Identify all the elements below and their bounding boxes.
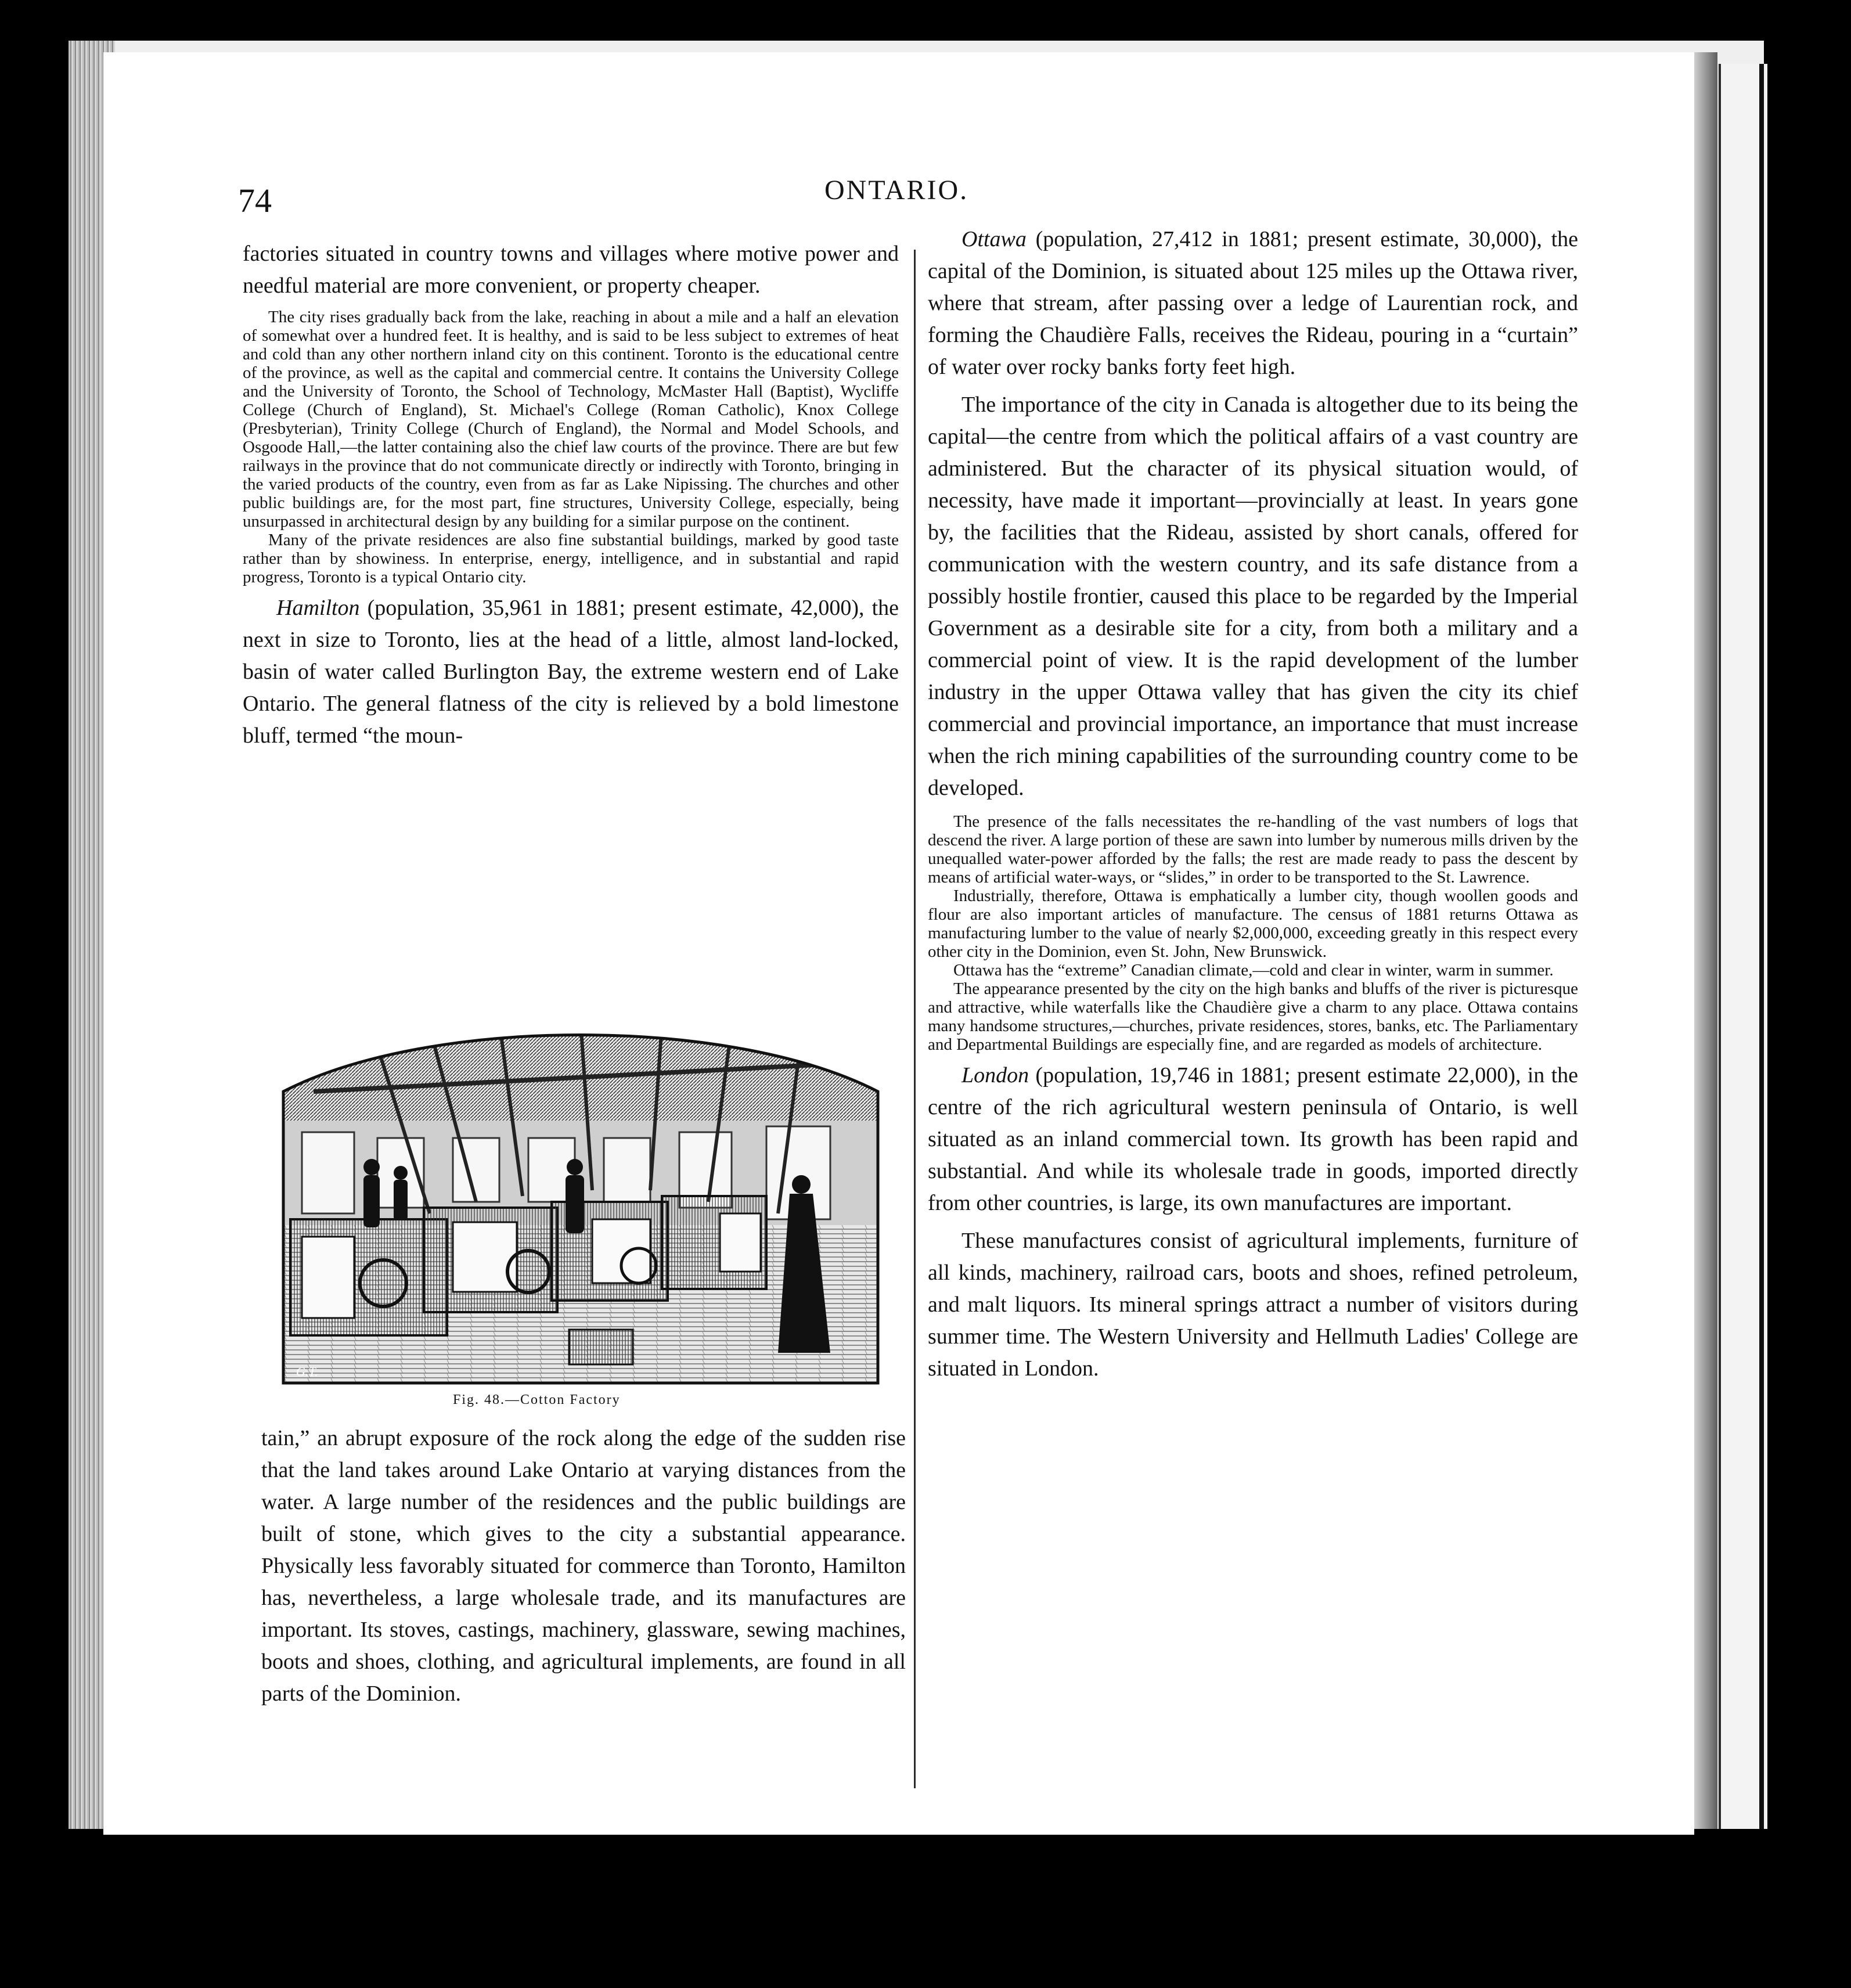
paragraph-ottawa-importance: The importance of the city in Canada is altogether due to its being the capital—the centre from which the political affairs of a vast country are administered. But the character of its physical situation would, of necessity, have made it important—provincially at least. In years gone by, the facilities that the Rideau, assisted by short canals, offered for communication with the western country, and its safe distance from a possibly hostile frontier, caused this place to be regarded by the Imperial Government as a desirable site for a city, from both a military and a commercial point of view. It is the rapid development of the lumber industry in the upper Ottawa valley that has given the city its chief commercial and provincial importance, an importance that must increase when the rich mining capabilities of the surrounding country come to be developed. bbox=[928, 392, 1578, 800]
paragraph-ottawa bbox=[928, 224, 1578, 383]
paragraph-hamilton bbox=[243, 592, 899, 752]
paragraph-ottawa-climate: Ottawa has the “extreme” Canadian climate,—cold and clear in winter, warm in summer. bbox=[953, 961, 1554, 979]
place-name-ottawa: Ottawa bbox=[961, 227, 1027, 251]
paragraph-factories: factories situated in country towns and villages where motive power and needful material are more convenient, or property cheaper. bbox=[243, 242, 899, 298]
paragraph-ottawa-industry: Industrially, therefore, Ottawa is emphatically a lumber city, though woollen goods and flour are also important articles of manufacture. The census of 1881 returns Ottawa as manufacturing lumber to the value of nearly $2,000,000, exceeding greatly in this respect every other city in the Dominion, even St. John, New Brunswick. bbox=[928, 887, 1578, 961]
page-number: 74 bbox=[238, 182, 272, 219]
paragraph-hamilton-continued: tain,” an abrupt exposure of the rock along the edge of the sudden rise that the land takes around Lake Ontario at varying distances from the water. A large number of the residences and the public buildings are built of stone, which gives to the city a substantial appearance. Physically less favorably situated for commerce than Toronto, Hamilton has, nevertheless, a large wholesale trade, and its manufactures are important. Its stoves, castings, machinery, glassware, sewing machines, boots and shoes, clothing, and agricultural implements, are found in all parts of the Dominion. bbox=[261, 1426, 906, 1706]
paragraph-london bbox=[928, 1060, 1578, 1219]
place-name-hamilton: Hamilton bbox=[276, 596, 360, 620]
figure-caption: Fig. 48.—Cotton Factory bbox=[453, 1392, 621, 1407]
page-gutter-shadow bbox=[1694, 52, 1717, 1829]
engraver-signature: G.T. bbox=[296, 1364, 318, 1379]
place-name-london: London bbox=[961, 1063, 1029, 1087]
paragraph-hamilton-text: (population, 35,961 in 1881; present estimate, 42,000), the next in size to Toronto, lies at the head of a little, almost land-locked, basin of water called Burlington Bay, the extreme western end of Lake Ontario. The general flatness of the city is relieved by a bold limestone bluff, termed “the moun- bbox=[243, 596, 899, 748]
paragraph-toronto-residences: Many of the private residences are also fine substantial buildings, marked by good taste rather than by showiness. In enterprise, energy, intelligence, and in substantial and rapid progress, Toronto is a typical Ontario city. bbox=[243, 531, 899, 586]
paragraph-ottawa-appearance: The appearance presented by the city on the high banks and bluffs of the river is picturesque and attractive, while waterfalls like the Chaudière give a charm to any place. Ottawa contains many handsome structures,—churches, private residences, stores, banks, etc. The Parliamentary and Departmental Buildings are especially fine, and are regarded as models of architecture. bbox=[928, 979, 1578, 1054]
right-column bbox=[928, 224, 1578, 1385]
paragraph-ottawa-text: (population, 27,412 in 1881; present estimate, 30,000), the capital of the Dominion, is situated about 125 miles up the Ottawa river, where that stream, after passing over a ledge of Laurentian rock, and forming the Chaudière Falls, receives the Rideau, pouring in a “curtain” of water over rocky banks forty feet high. bbox=[928, 227, 1578, 379]
figure-cotton-factory bbox=[279, 993, 883, 1388]
facing-page-border bbox=[1759, 64, 1764, 1829]
paragraph-london-text: (population, 19,746 in 1881; present estimate 22,000), in the centre of the rich agricultural western peninsula of Ontario, is well situated as an inland commercial town. Its growth has been rapid and substantial. And while its wholesale trade in goods, imported directly from other countries, is large, its own manufactures are important. bbox=[928, 1063, 1578, 1215]
column-rule bbox=[914, 250, 916, 1788]
left-column-top bbox=[243, 238, 899, 752]
left-column-bottom bbox=[261, 1422, 906, 1710]
paragraph-london-manufactures: These manufactures consist of agricultural implements, furniture of all kinds, machinery, railroad cars, boots and shoes, refined petroleum, and malt liquors. Its mineral springs attract a number of visitors during summer time. The Western University and Hellmuth Ladies' College are situated in London. bbox=[928, 1229, 1578, 1381]
cotton-factory-engraving bbox=[279, 993, 883, 1388]
paragraph-ottawa-falls: The presence of the falls necessitates the re-handling of the vast numbers of logs that descend the river. A large portion of these are sawn into lumber by numerous mills driven by the unequalled water-power afforded by the falls; the rest are made ready to pass the descent by means of artificial water-ways, or “slides,” in order to be transported to the St. Lawrence. bbox=[928, 812, 1578, 887]
paragraph-toronto-city: The city rises gradually back from the lake, reaching in about a mile and a half an elevation of somewhat over a hundred feet. It is healthy, and is said to be less subject to extremes of heat and cold than any other northern inland city on this continent. Toronto is the educational centre of the province, as well as the capital and commercial centre. It contains the University College and the University of Toronto, the School of Technology, McMaster Hall (Baptist), Wycliffe College (Church of England), St. Michael's College (Roman Catholic), Knox College (Presbyterian), Trinity College (Church of England), the Normal and Model Schools, and Osgoode Hall,—the latter containing also the chief law courts of the province. There are but few railways in the province that do not communicate directly or indirectly with Toronto, bringing in the varied products of the country, even from as far as Lake Nipissing. The churches and other public buildings are, for the most part, fine structures, University College, especially, being unsurpassed in architectural design by any building for a similar purpose on the continent. bbox=[243, 308, 899, 531]
running-head: ONTARIO. bbox=[824, 175, 969, 206]
